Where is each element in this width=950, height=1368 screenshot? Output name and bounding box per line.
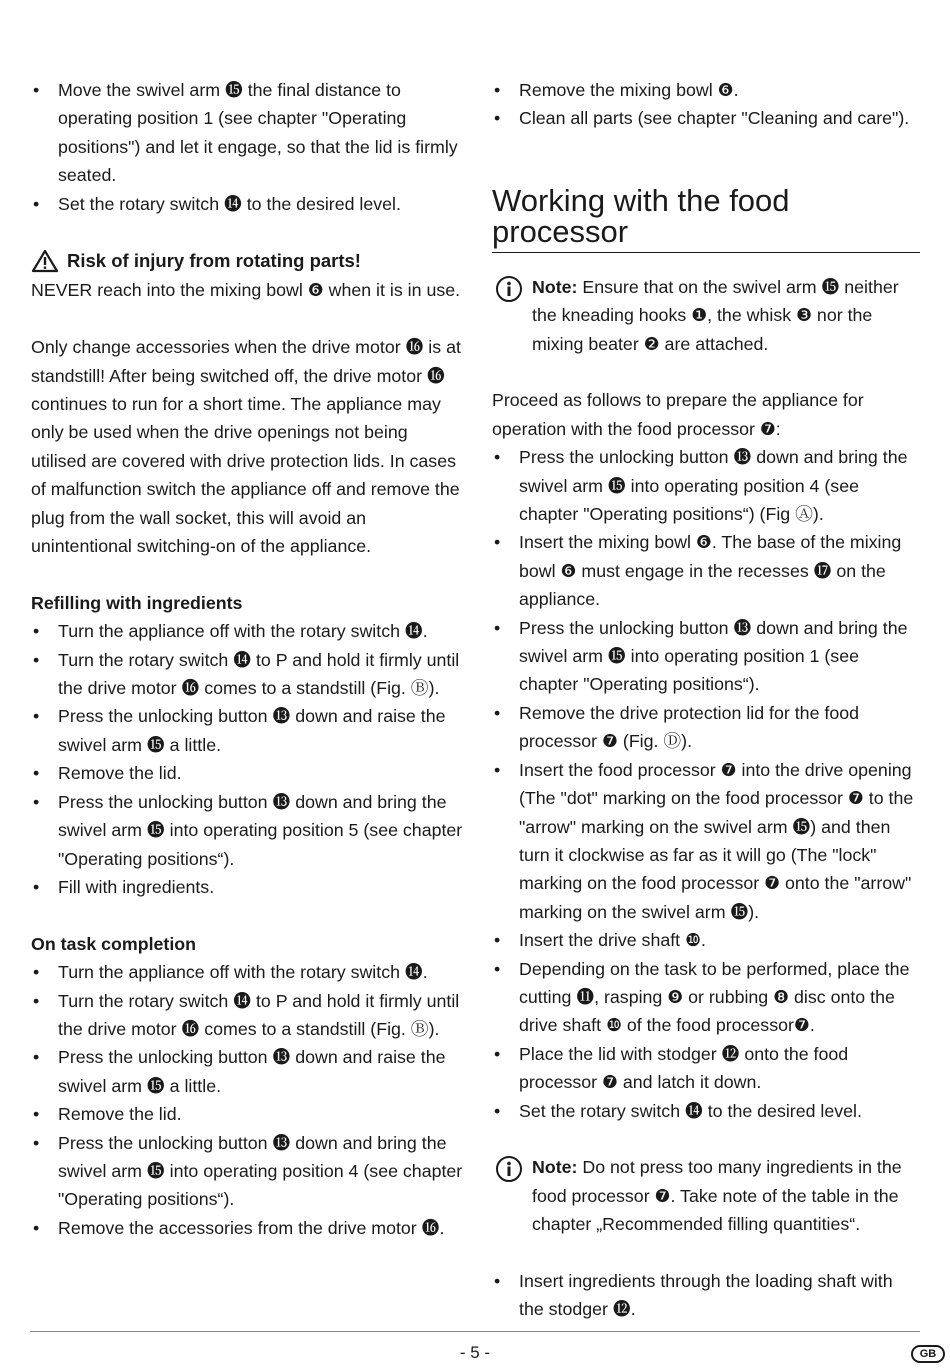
list-item: • Insert the mixing bowl ❻. The base of the mixing bowl ❻ must engage in the recesses ⓱ on the appliance. (492, 528, 922, 613)
list-item: • Press the unlocking button ⓭ down and raise the swivel arm ⓯ a little. (31, 1043, 463, 1100)
info-icon (495, 1155, 523, 1183)
list-item: • Insert the drive shaft ❿. (492, 926, 922, 954)
list-item: • Turn the rotary switch ⓮ to P and hold it firmly until the drive motor ⓰ comes to a standstill (Fig. Ⓑ). (31, 987, 463, 1044)
note-label: Note: (532, 1157, 578, 1178)
section-heading: Working with the food processor (492, 185, 920, 253)
list-item: • Press the unlocking button ⓭ down and bring the swivel arm ⓯ into operating position 4 (see chapter "Operating positions“). (31, 1129, 463, 1214)
list-item: • Press the unlocking button ⓭ down and raise the swivel arm ⓯ a little. (31, 702, 463, 759)
list-item: • Set the rotary switch ⓮ to the desired level. (492, 1097, 922, 1125)
note-2 (492, 1153, 922, 1238)
warning-text: NEVER reach into the mixing bowl ❻ when it is in use. (31, 280, 461, 301)
list-item: • Press the unlocking button ⓭ down and bring the swivel arm ⓯ into operating position 4 (see chapter "Operating positions“) (Fig Ⓐ). (492, 443, 922, 528)
note-1 (492, 273, 922, 358)
warning-heading (31, 246, 463, 276)
note-text: Do not press too many ingredients in the food processor ❼. Take note of the table in the chapter „Recommended filling quantities“. (532, 1157, 902, 1235)
list-item: • Remove the mixing bowl ❻. (492, 76, 922, 104)
proceed-paragraph: Proceed as follows to prepare the appliance for operation with the food processor ❼: (492, 390, 864, 439)
note-text: Ensure that on the swivel arm ⓯ neither the kneading hooks ❶, the whisk ❸ nor the mixing beater ❷ are attached. (532, 276, 899, 354)
list-item: • Place the lid with stodger ⓬ onto the food processor ❼ and latch it down. (492, 1040, 922, 1097)
completion-heading: On task completion (31, 933, 196, 954)
final-list (492, 1267, 922, 1324)
language-badge: GB (911, 1345, 945, 1363)
completion-list (31, 958, 463, 1242)
refill-heading: Refilling with ingredients (31, 592, 243, 613)
list-item: • Insert ingredients through the loading shaft with the stodger ⓬. (492, 1267, 922, 1324)
standstill-paragraph: Only change accessories when the drive motor ⓰ is at standstill! After being switched off, the drive motor ⓰ continues to run for a short time. The appliance may only be used when the drive openings not being utilised are covered with drive protection lids. In cases of malfunction switch the appliance off and remove the plug from the wall socket, this will avoid an unintentional switching-on of the appliance. (31, 337, 461, 557)
list-item: • Turn the appliance off with the rotary switch ⓮. (31, 617, 463, 645)
warning-title: Risk of injury from rotating parts! (67, 250, 361, 272)
list-item: • Remove the lid. (31, 1100, 463, 1128)
list-item: • Turn the appliance off with the rotary switch ⓮. (31, 958, 463, 986)
list-item: • Press the unlocking button ⓭ down and bring the swivel arm ⓯ into operating position 5 (see chapter "Operating positions“). (31, 788, 463, 873)
list-item: • Clean all parts (see chapter "Cleaning and care"). (492, 104, 922, 132)
list-item: • Fill with ingredients. (31, 873, 463, 901)
page-number: - 5 - (459, 1343, 491, 1362)
left-column (31, 76, 463, 1242)
list-item: • Depending on the task to be performed, place the cutting ⓫, rasping ❾ or rubbing ❽ disc onto the drive shaft ❿ of the food processor❼. (492, 955, 922, 1040)
list-item: • Move the swivel arm ⓯ the final distance to operating position 1 (see chapter "Operating positions") and let it engage, so that the lid is firmly seated. (31, 76, 463, 190)
list-item: • Insert the food processor ❼ into the drive opening (The "dot" marking on the food processor ❼ to the "arrow" marking on the swivel arm ⓯) and then turn it clockwise as far as it will go (The "lock" marking on the food processor ❼ onto the "arrow" marking on the swivel arm ⓯). (492, 756, 922, 926)
info-icon (495, 275, 523, 303)
list-item: • Turn the rotary switch ⓮ to P and hold it firmly until the drive motor ⓰ comes to a standstill (Fig. Ⓑ). (31, 646, 463, 703)
proceed-list (492, 443, 922, 1125)
warning-triangle-icon (31, 249, 59, 273)
refill-list (31, 617, 463, 901)
note-label: Note: (532, 276, 578, 297)
right-column (492, 76, 922, 1324)
list-item: • Remove the lid. (31, 759, 463, 787)
intro-list-right (492, 76, 922, 133)
footer-divider (30, 1331, 920, 1332)
list-item: • Remove the drive protection lid for the food processor ❼ (Fig. Ⓓ). (492, 699, 922, 756)
list-item: • Press the unlocking button ⓭ down and bring the swivel arm ⓯ into operating position 1 (see chapter "Operating positions“). (492, 614, 922, 699)
list-item: • Remove the accessories from the drive motor ⓰. (31, 1214, 463, 1242)
list-item: • Set the rotary switch ⓮ to the desired level. (31, 190, 463, 218)
intro-list-left (31, 76, 463, 218)
